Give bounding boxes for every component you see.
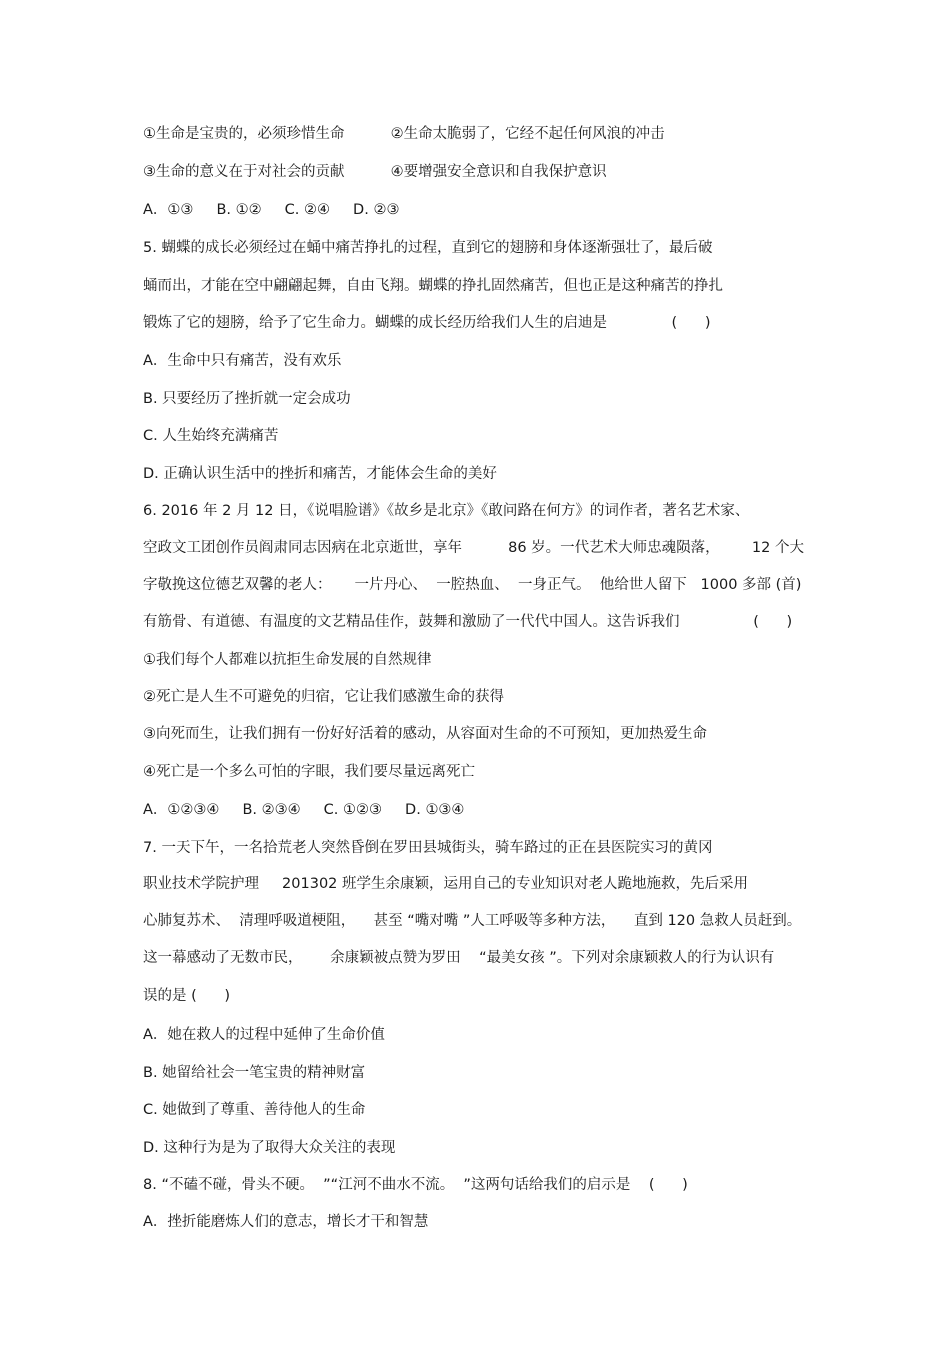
question-7-stem-line-3: 心肺复苏术、 清理呼吸道梗阻， 甚至 “嘴对嘴 ”人工呼吸等多种方法， 直到 120 急救人员赶到。 [143, 913, 802, 929]
question-7-option-d: D. 这种行为是为了取得大众关注的表现 [143, 1140, 396, 1156]
question-8-option-a: A．挫折能磨炼人们的意志，增长才干和智慧 [143, 1214, 429, 1230]
question-6-stem-line-4: 有筋骨、有道德、有温度的文艺精品佳作，鼓舞和激励了一代代中国人。这告诉我们 ( ) [143, 614, 793, 630]
question-4-statements-3-4: ③生命的意义在于对社会的贡献 ④要增强安全意识和自我保护意识 [143, 164, 607, 180]
question-5-option-a: A．生命中只有痛苦，没有欢乐 [143, 353, 342, 369]
question-6-options: A．①②③④ B. ②③④ C. ①②③ D. ①③④ [143, 802, 465, 818]
question-5-option-c: C. 人生始终充满痛苦 [143, 428, 279, 444]
question-5-stem-line-2: 蛹而出，才能在空中翩翩起舞，自由飞翔。蝴蝶的挣扎固然痛苦，但也正是这种痛苦的挣扎 [143, 278, 723, 294]
question-5-option-d: D. 正确认识生活中的挫折和痛苦，才能体会生命的美好 [143, 466, 497, 482]
question-7-option-b: B. 她留给社会一笔宝贵的精神财富 [143, 1065, 366, 1081]
question-6-statement-3: ③向死而生，让我们拥有一份好好活着的感动，从容面对生命的不可预知，更加热爱生命 [143, 726, 707, 742]
question-4-options: A．①③ B. ①② C. ②④ D. ②③ [143, 202, 400, 218]
question-6-stem-line-2: 空政文工团创作员阎肃同志因病在北京逝世，享年 86 岁。一代艺术大师忠魂陨落， 12 个大 [143, 540, 804, 556]
question-7-stem-line-2: 职业技术学院护理 201302 班学生余康颖，运用自己的专业知识对老人跪地施救，先后采用 [143, 876, 749, 892]
question-7-stem-line-4: 这一幕感动了无数市民， 余康颖被点赞为罗田 “最美女孩 ”。下列对余康颖救人的行为认识有 [143, 950, 775, 966]
question-5-option-b: B. 只要经历了挫折就一定会成功 [143, 391, 351, 407]
question-5-stem-line-3: 锻炼了它的翅膀，给予了它生命力。蝴蝶的成长经历给我们人生的启迪是 ( ) [143, 315, 711, 331]
question-6-stem-line-3: 字敬挽这位德艺双馨的老人： 一片丹心、 一腔热血、 一身正气。 他给世人留下 1000 多部 (首) [143, 577, 802, 593]
question-7-option-a: A．她在救人的过程中延伸了生命价值 [143, 1027, 385, 1043]
question-4-statements-1-2: ①生命是宝贵的，必须珍惜生命 ②生命太脆弱了，它经不起任何风浪的冲击 [143, 126, 665, 142]
question-7-stem-line-5: 误的是 ( ) [143, 988, 231, 1004]
question-7-stem-line-1: 7. 一天下午，一名拾荒老人突然昏倒在罗田县城街头，骑车路过的正在县医院实习的黄冈 [143, 840, 713, 856]
question-5-stem-line-1: 5. 蝴蝶的成长必须经过在蛹中痛苦挣扎的过程，直到它的翅膀和身体逐渐强壮了，最后破 [143, 240, 713, 256]
question-6-statement-1: ①我们每个人都难以抗拒生命发展的自然规律 [143, 652, 432, 668]
question-6-statement-4: ④死亡是一个多么可怕的字眼，我们要尽量远离死亡 [143, 764, 475, 780]
question-8-stem: 8. “不磕不碰，骨头不硬。 ”“江河不曲水不流。 ”这两句话给我们的启示是 ( ) [143, 1177, 688, 1193]
question-6-statement-2: ②死亡是人生不可避免的归宿，它让我们感激生命的获得 [143, 689, 504, 705]
question-7-option-c: C. 她做到了尊重、善待他人的生命 [143, 1102, 366, 1118]
question-6-stem-line-1: 6. 2016 年 2 月 12 日，《说唱脸谱》《故乡是北京》《敢问路在何方》的词作者，著名艺术家、 [143, 503, 750, 519]
